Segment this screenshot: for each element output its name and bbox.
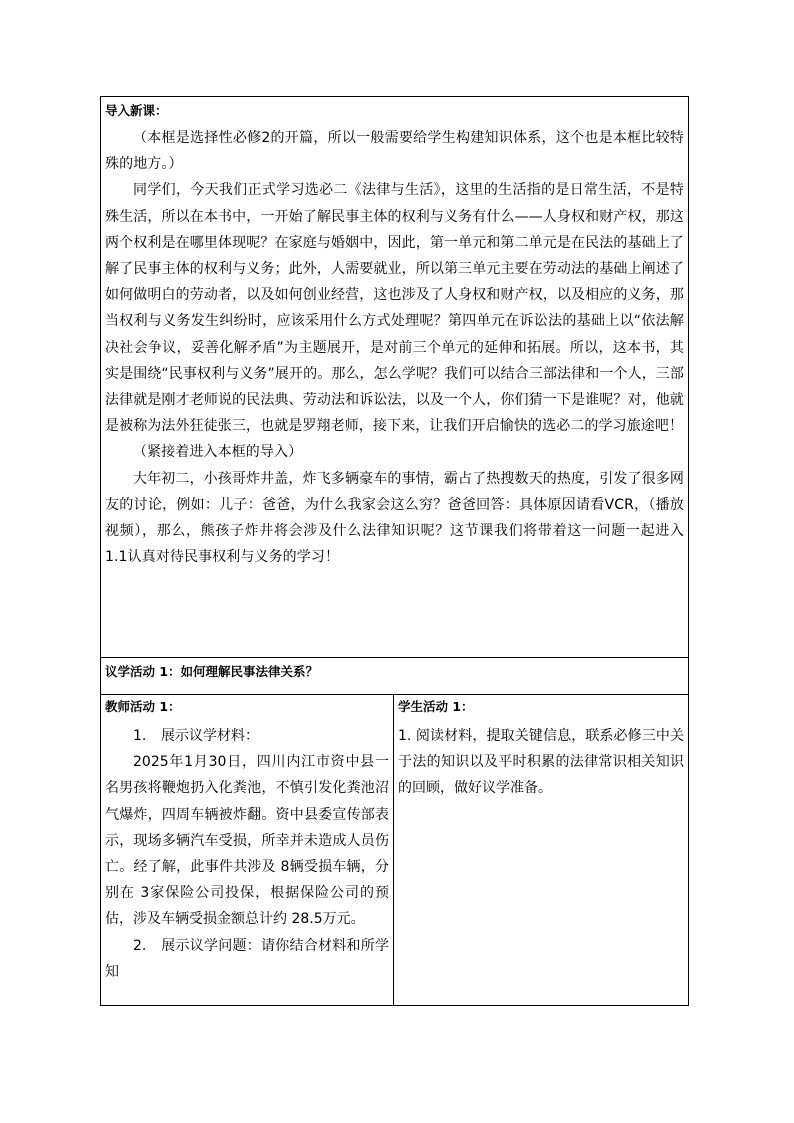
- lesson-plan-table: [100, 96, 689, 1006]
- teacher-item-2: [105, 933, 389, 985]
- teacher-item-1-number: 1.: [133, 728, 147, 744]
- teacher-activity-title: 教师活动 1：: [105, 699, 181, 714]
- teacher-material-text: 2025年1月30日，四川内江市资中县一名男孩将鞭炮扔入化粪池，不慎引发化粪池沼气爆炸，四周车辆被炸翻。资中县委宣传部表示，现场多辆汽车受损，所幸并未造成人员伤亡。经了解，此事件共涉及 8辆受损车辆，分别在 3家保险公司投保，根据保险公司的预估，涉及车辆受损金额总计约 28.5万元。: [105, 754, 389, 928]
- student-activity-cell: [394, 695, 689, 1006]
- intro-heading: 导入新课：: [105, 103, 168, 118]
- intro-paragraph: （本框是选择性必修2的开篇，所以一般需要给学生构建知识体系，这个也是本框比较特殊的地方。）: [105, 130, 685, 173]
- teacher-item-2-number: 2.: [133, 937, 147, 954]
- activity-heading: 议学活动 1：如何理解民事法律关系？: [105, 664, 319, 679]
- teacher-item-1: [105, 723, 389, 749]
- student-item-1: 1. 阅读材料，提取关键信息，联系必修三中关于法的知识以及平时积累的法律常识相关知识的回顾，做好议学准备。: [398, 728, 685, 797]
- intro-paragraph: 大年初二，小孩哥炸井盖，炸飞多辆豪车的事情，霸占了热搜数天的热度，引发了很多网友的讨论，例如：儿子：爸爸，为什么我家会这么穷？爸爸回答：具体原因请看VCR，（播放视频），那么，熊孩子炸井将会涉及什么法律知识呢？这节课我们将带着这一问题一起进入 1.1认真对待民事权利与义务的学习！: [105, 470, 685, 566]
- teacher-item-1-text: 展示议学材料：: [161, 728, 259, 744]
- intro-paragraph: （紧接着进入本框的导入）: [133, 444, 303, 461]
- intro-row: [101, 97, 689, 658]
- student-activity-title: 学生活动 1：: [398, 699, 474, 714]
- teacher-activity-cell: [101, 695, 394, 1006]
- activity-heading-row: [101, 658, 689, 695]
- activity-columns-row: [101, 695, 689, 1006]
- intro-cell: [101, 97, 689, 658]
- intro-paragraph: 同学们，今天我们正式学习选必二《法律与生活》，这里的生活指的是日常生活，不是特殊生活，所以在本书中，一开始了解民事主体的权利与义务有什么——人身权和财产权，那这两个权利是在哪里体现呢？在家庭与婚姻中，因此，第一单元和第二单元是在民法的基础上了解了民事主体的权利与义务；此外，人需要就业，所以第三单元主要在劳动法的基础上阐述了如何做明白的劳动者，以及如何创业经营，这也涉及了人身权和财产权，以及相应的义务，那当权利与义务发生纠纷时，应该采用什么方式处理呢？第四单元在诉讼法的基础上以“依法解决社会争议，妥善化解矛盾”为主题展开，是对前三个单元的延伸和拓展。所以，这本书，其实是围绕“民事权利与义务”展开的。那么，怎么学呢？我们可以结合三部法律和一个人，三部法律就是刚才老师说的民法典、劳动法和诉讼法，以及一个人，你们猜一下是谁呢？对，他就是被称为法外狂徒张三，也就是罗翔老师，接下来，让我们开启愉快的选必二的学习旅途吧！: [105, 182, 685, 435]
- activity-heading-cell: [101, 658, 689, 695]
- teacher-item-2-text: 展示议学问题：请你结合材料和所学知: [105, 937, 389, 980]
